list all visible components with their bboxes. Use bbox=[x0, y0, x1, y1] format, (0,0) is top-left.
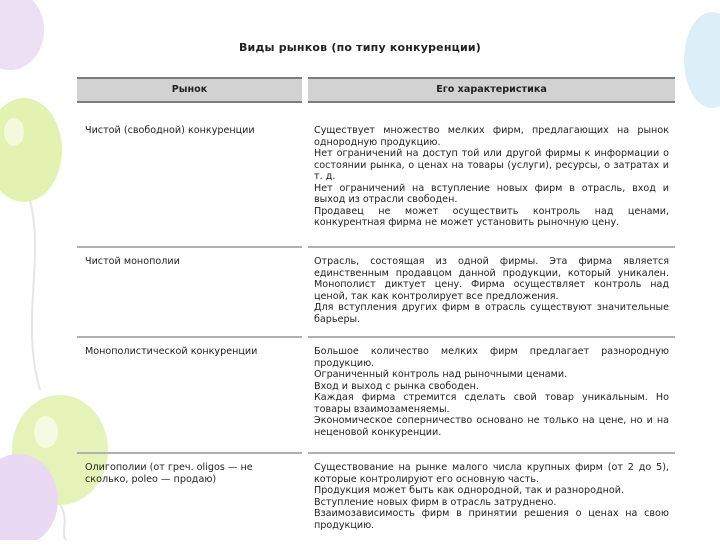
market-name: Олигополии (от греч. oligos — не сколько, poleo — продаю) bbox=[85, 462, 253, 485]
markets-table bbox=[77, 77, 675, 548]
table-row bbox=[77, 337, 675, 453]
header-row bbox=[77, 78, 675, 102]
description-line: Ограниченный контроль над рыночными ценами. bbox=[314, 369, 568, 380]
balloon-green-left bbox=[0, 98, 62, 202]
description-line: Взаимозависимость фирм в принятии решения о ценах на свою продукцию. bbox=[314, 508, 669, 531]
table-row bbox=[77, 102, 675, 247]
description-line: Продавец не может осуществить контроль над ценами, конкурентная фирма не может установить рыночную цену. bbox=[314, 205, 669, 228]
balloon-blue-right bbox=[684, 12, 720, 108]
description-line: Существование на рынке малого числа крупных фирм (от 2 до 5), которые контролируют его основную часть. bbox=[314, 462, 669, 485]
description-line: Экономическое соперничество основано не только на цене, но и на неценовой конкуренции. bbox=[314, 415, 669, 438]
market-description bbox=[308, 453, 675, 548]
description-line: Нет ограничений на вступление новых фирм в отрасль, вход и выход из отрасли свободен. bbox=[314, 182, 669, 205]
description-line: Продукция может быть как однородной, так и разнородной. bbox=[314, 485, 624, 496]
table-row bbox=[77, 453, 675, 548]
description-line: Для вступления других фирм в отрасль существуют значительные барьеры. bbox=[314, 302, 669, 325]
balloon-lilac-top bbox=[0, 0, 44, 70]
description-line: Вход и выход с рынка свободен. bbox=[314, 380, 479, 392]
description-line: Отрасль, состоящая из одной фирмы. Эта фирма является единственным продавцом данной продукции, который уникален. Монополист диктует цену. Фирма осуществляет контроль над ценой, так как контролирует все предложения. bbox=[314, 256, 669, 302]
market-description bbox=[308, 102, 675, 247]
description-line: Нет ограничений на доступ той или другой фирмы к информации о состоянии рынка, о ценах на товары (услуги), ресурсы, о затратах и т. д. bbox=[314, 148, 669, 182]
market-description bbox=[308, 337, 675, 453]
market-name: Монополистической конкуренции bbox=[77, 337, 302, 453]
description-line: Существует множество мелких фирм, предлагающих на рынок однородную продукцию. bbox=[314, 125, 669, 148]
table-row bbox=[77, 247, 675, 337]
market-description bbox=[308, 247, 675, 337]
description-line: Каждая фирма стремится сделать свой товар уникальным. Но товары взаимозаменяемы. bbox=[314, 392, 669, 415]
description-line: Большое количество мелких фирм предлагает разнородную продукцию. bbox=[314, 346, 669, 369]
description-line: Вступление новых фирм в отрасль затруднено. bbox=[314, 496, 557, 508]
page-title: Виды рынков (по типу конкуренции) bbox=[238, 41, 482, 54]
header-characteristic: Его характеристика bbox=[308, 78, 675, 102]
market-name: Чистой монополии bbox=[77, 247, 302, 337]
header-market: Рынок bbox=[77, 78, 302, 102]
market-name: Чистой (свободной) конкуренции bbox=[77, 102, 302, 247]
